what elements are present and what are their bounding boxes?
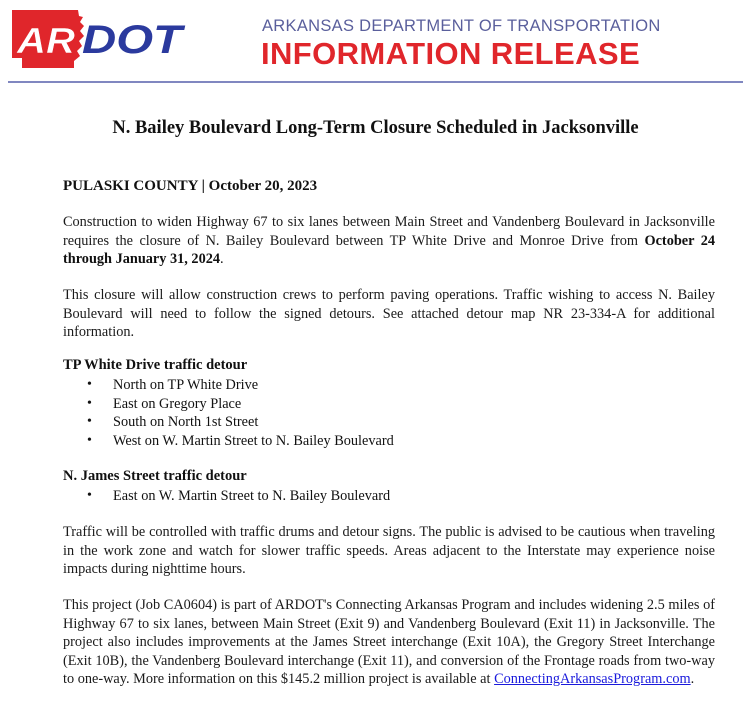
letterhead [0,0,751,84]
agency-name: ARKANSAS DEPARTMENT OF TRANSPORTATION [262,17,661,35]
detour1-list [63,376,394,451]
logo-ar-text: AR [15,20,76,61]
paragraph-closure-end: . [220,251,224,268]
detour2-heading: N. James Street traffic detour [63,468,247,484]
closure-dates: October 24 through January 31, 2024 [63,232,715,268]
detour1-heading: TP White Drive traffic detour [63,357,248,373]
list-item: • East on Gregory Place [63,395,394,414]
paragraph-project-end: . [690,671,695,688]
header-divider [8,81,743,83]
ardot-logo [8,8,188,72]
information-release-label: INFORMATION RELEASE [261,36,641,71]
list-item: • West on W. Martin Street to N. Bailey Boulevard [63,432,394,451]
paragraph-traffic-control: Traffic will be controlled with traffic drums and detour signs. The public is advised to be cautious when traveling in the work zone and watch for slower traffic speeds. Areas adjacent to the Interstate may experience noise impacts during nighttime hours. [63,524,715,578]
list-item: • South on North 1st Street [63,413,394,432]
connecting-arkansas-link[interactable]: ConnectingArkansasProgram.com [494,671,691,688]
paragraph-project-info [63,596,715,689]
list-item: • North on TP White Drive [63,376,394,395]
paragraph-closure [63,213,715,269]
paragraph-closure-text: Construction to widen Highway 67 to six lanes between Main Street and Vandenberg Boulevard in Jacksonville requires the closure of N. Bailey Boulevard between TP White Drive and Monroe Drive from [63,214,715,249]
list-item: • East on W. Martin Street to N. Bailey Boulevard [63,487,390,506]
logo-dot-text: DOT [82,18,187,62]
detour2-list [63,487,390,506]
paragraph-project-text: This project (Job CA0604) is part of ARDOT's Connecting Arkansas Program and includes widening 2.5 miles of Highway 67 to six lanes, between Main Street (Exit 9) and Vandenberg Boulevard (Exit 11) in Jacksonville. The project also includes improvements at the James Street interchange (Exit 10A), the Gregory Street Interchange (Exit 10B), the Vandenberg Boulevard interchange (Exit 11), and conversion of the Frontage roads from two-way to one-way. More information on this $145.2 million project is available at [63,597,715,688]
dateline: PULASKI COUNTY | October 20, 2023 [63,178,318,194]
paragraph-detours-intro: This closure will allow construction crews to perform paving operations. Traffic wishing to access N. Bailey Boulevard will need to follow the signed detours. See attached detour map NR 23-334-A for additional information. [63,287,715,341]
page-title: N. Bailey Boulevard Long-Term Closure Scheduled in Jacksonville [112,118,639,138]
